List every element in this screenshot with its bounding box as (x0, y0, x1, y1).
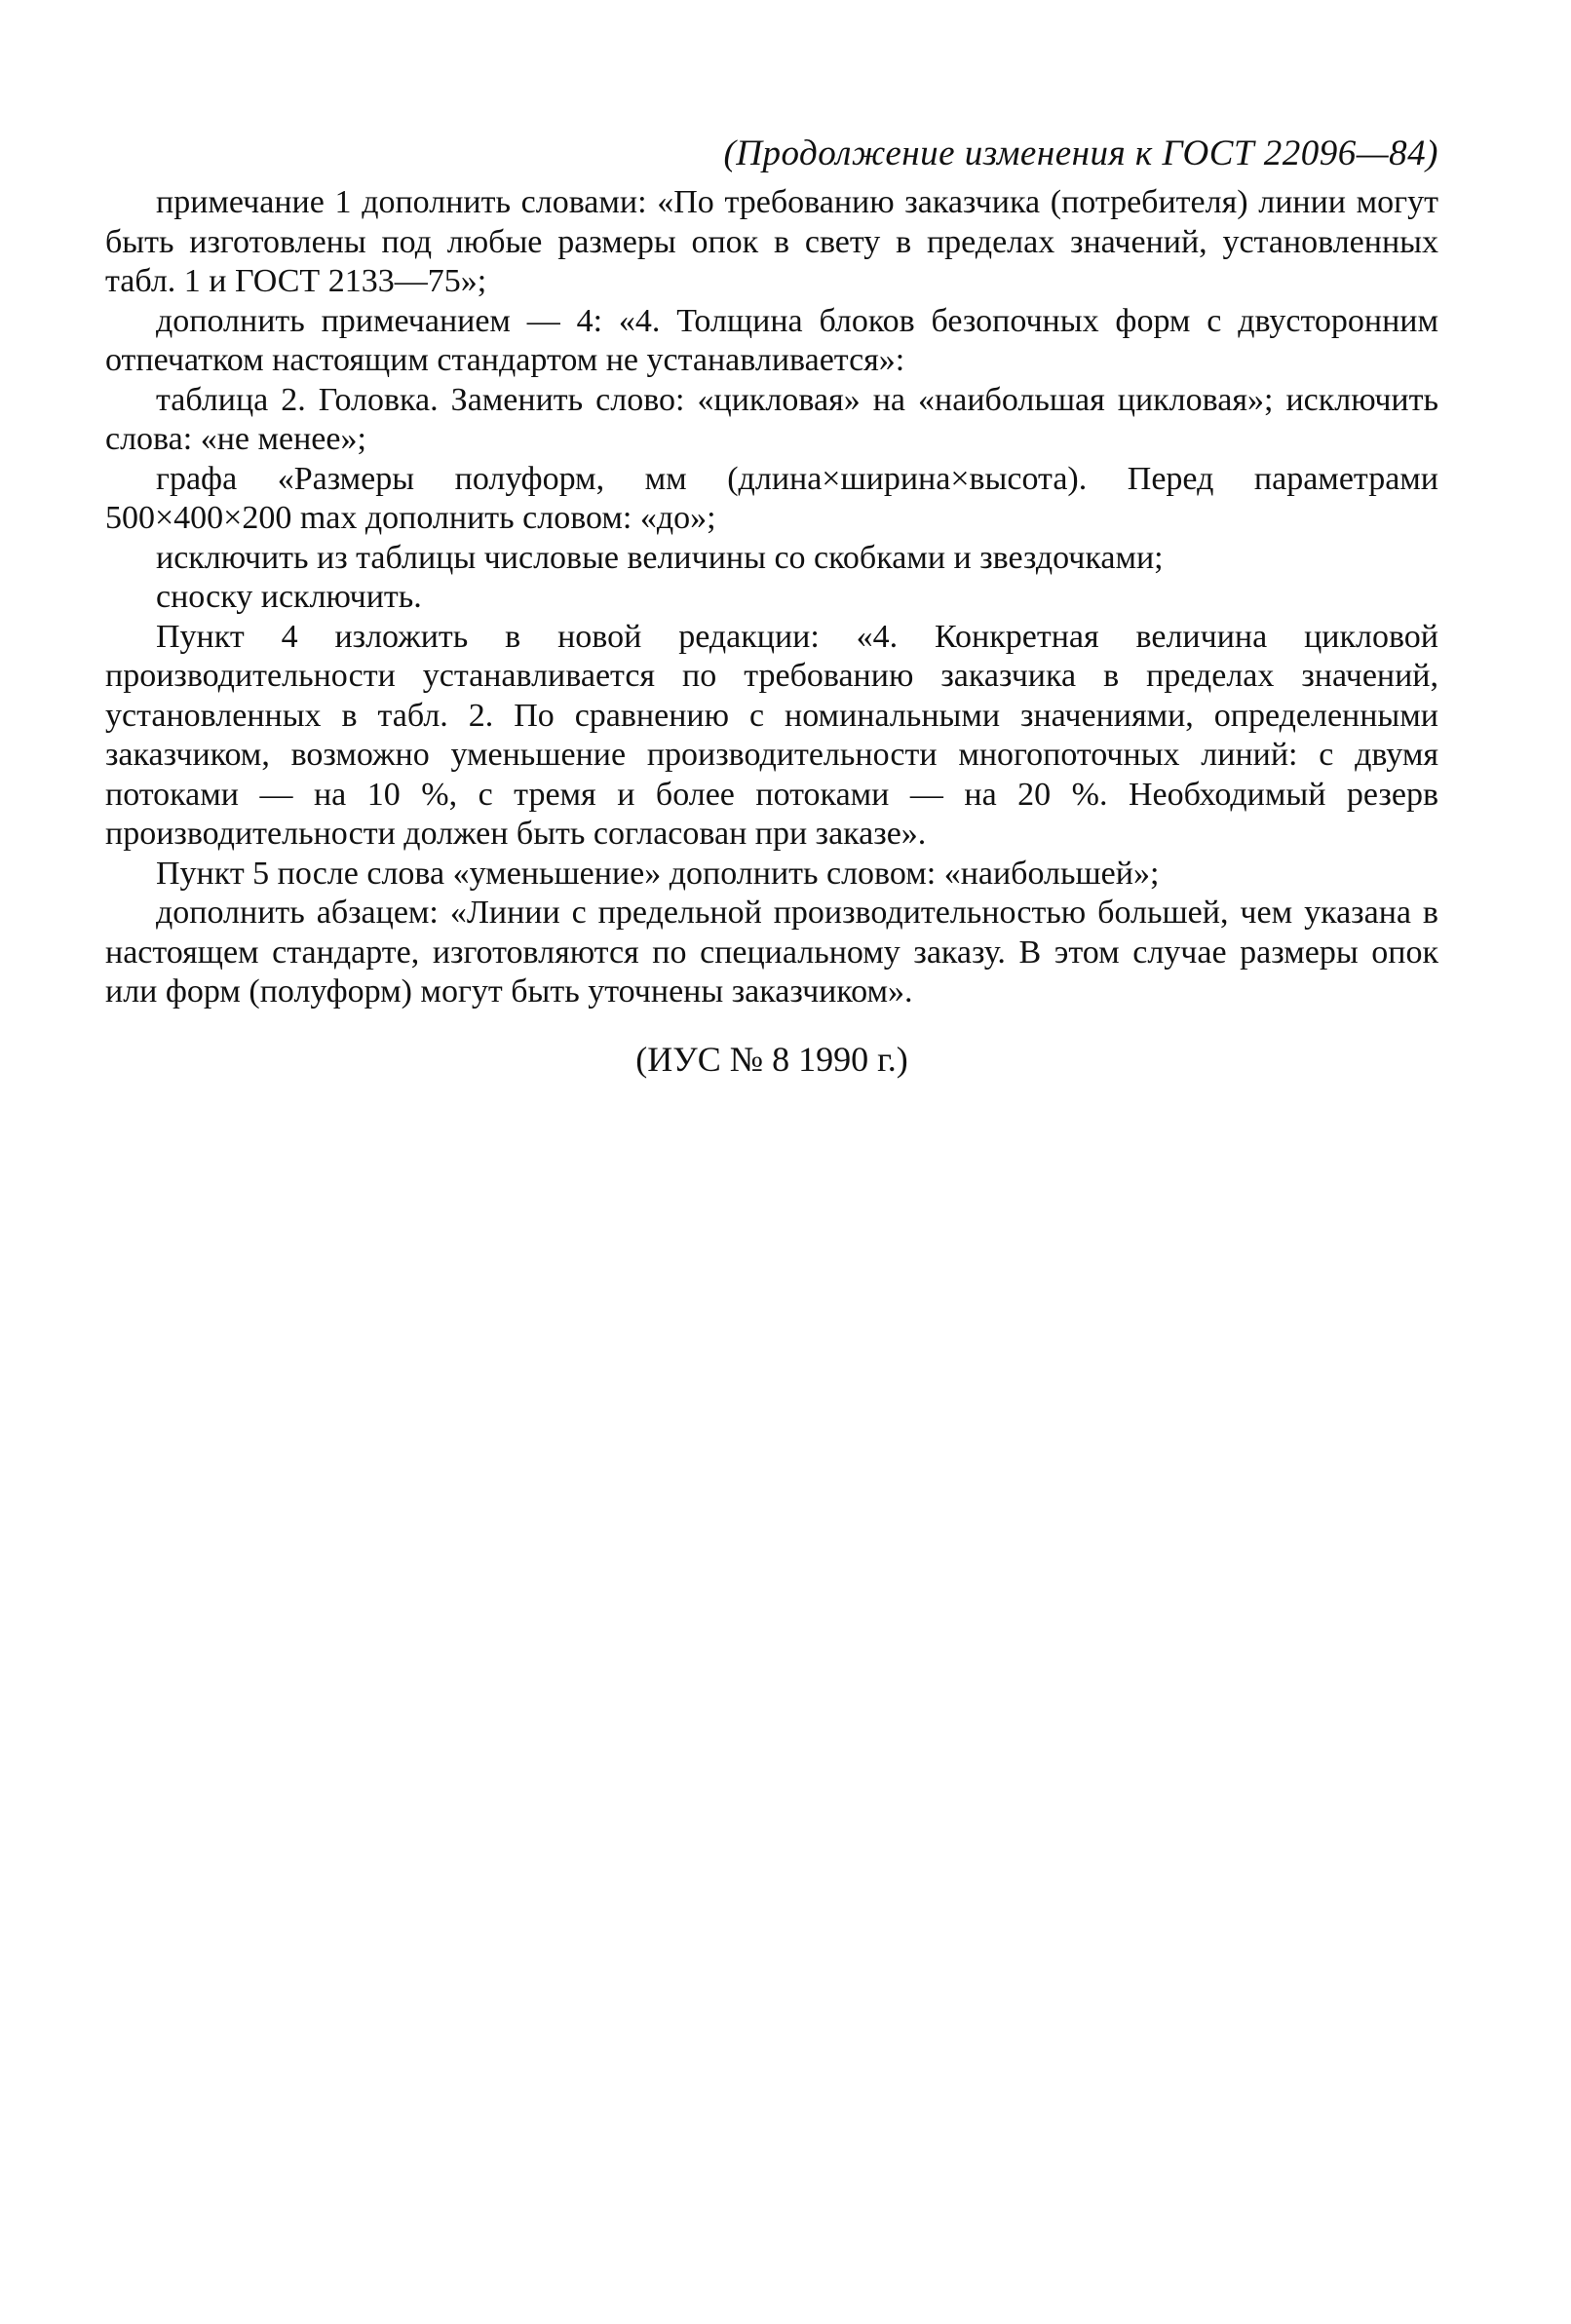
continuation-header: (Продолжение изменения к ГОСТ 22096—84) (723, 133, 1438, 173)
paragraph-clause-4: Пункт 4 изложить в новой редакции: «4. Конкретная величина цикловой производительности устанавливается по требованию заказчика в пределах значений, установленных в табл. 2. По сравнению с номинальными значениями, определенными заказчиком, возможно уменьшение производительности многопоточных линий: с двумя потоками — на 10 %, с тремя и более потоками — на 20 %. Необходимый резерв производительности должен быть согласован при заказе». (105, 618, 1438, 852)
paragraph-add-abstract: дополнить абзацем: «Линии с предельной производительностью большей, чем указана в настоящем стандарте, изготовляются по специальному заказу. В этом случае размеры опок или форм (полуформ) могут быть уточнены заказчиком». (105, 895, 1438, 1010)
document-page (105, 129, 1438, 1083)
ius-imprint: (ИУС № 8 1990 г.) (635, 1039, 908, 1079)
paragraph-note-4: дополнить примечанием — 4: «4. Толщина блоков безопочных форм с двусторонним отпечатком настоящим стандартом не устанавливается»: (105, 302, 1438, 378)
paragraph-exclude-values: исключить из таблицы числовые величины со скобками и звездочками; (156, 539, 1164, 576)
paragraph-clause-5: Пункт 5 после слова «уменьшение» дополнить словом: «наибольшей»; (156, 855, 1160, 892)
paragraph-footnote-exclude: сноску исключить. (156, 579, 422, 615)
paragraph-column-sizes: графа «Размеры полуформ, мм (длина×ширина×высота). Перед параметрами 500×400×200 max дополнить словом: «до»; (105, 460, 1438, 536)
paragraph-table-2-head: таблица 2. Головка. Заменить слово: «цикловая» на «наибольшая цикловая»; исключить слова: «не менее»; (105, 381, 1438, 457)
paragraph-note-1: примечание 1 дополнить словами: «По требованию заказчика (потребителя) линии могут быть изготовлены под любые размеры опок в свету в пределах значений, установленных табл. 1 и ГОСТ 2133—75»; (105, 184, 1438, 299)
